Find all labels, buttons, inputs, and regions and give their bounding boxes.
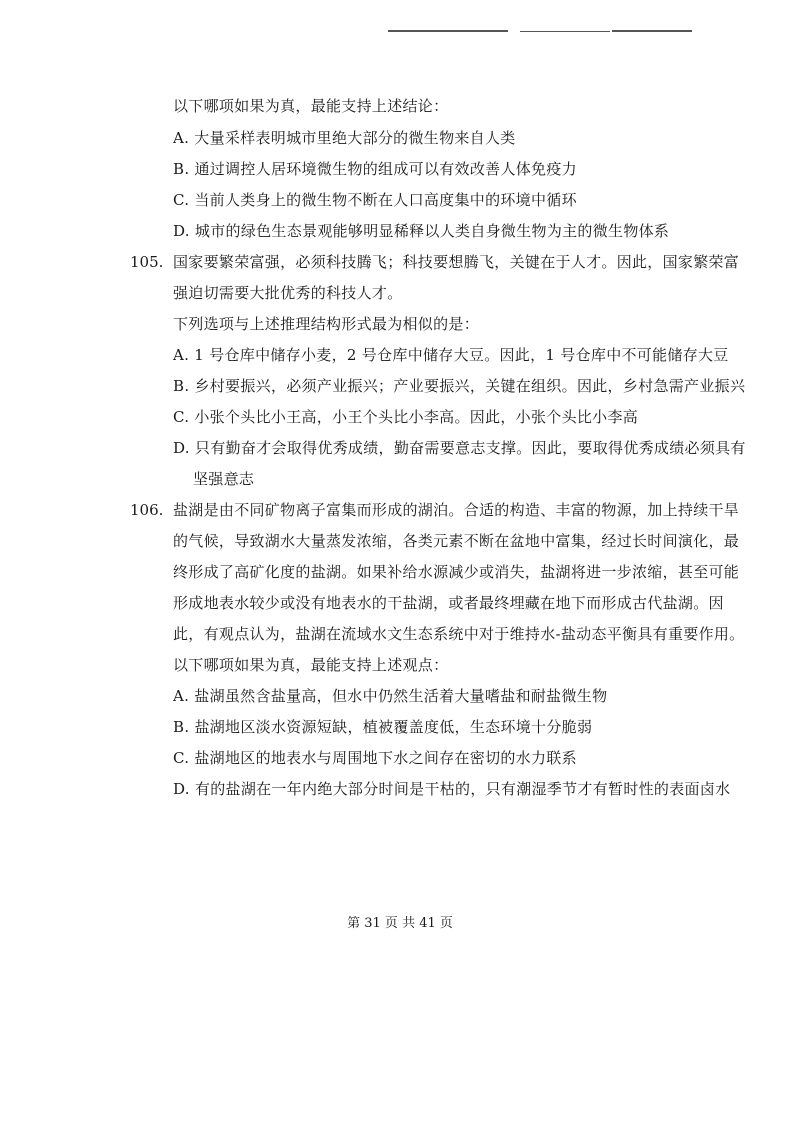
q106-option-c: C. 盐湖地区的地表水与周围地下水之间存在密切的水力联系 [173,749,577,767]
q106-stem-line-1: 盐湖是由不同矿物离子富集而形成的湖泊。合适的构造、丰富的物源，加上持续干旱 [173,501,740,519]
q106-stem-line-5: 此，有观点认为，盐湖在流域水文生态系统中对于维持水-盐动态平衡具有重要作用。 [173,625,745,643]
q105-stem-line-2: 强迫切需要大批优秀的科技人才。 [173,284,403,302]
q105-number: 105. [130,253,164,271]
q104-option-b: B. 通过调控人居环境微生物的组成可以有效改善人体免疫力 [173,160,577,178]
q105-stem-line-1: 国家要繁荣富强，必须科技腾飞；科技要想腾飞，关键在于人才。因此，国家繁荣富 [173,253,740,271]
q105-option-a: A. 1 号仓库中储存小麦，2 号仓库中储存大豆。因此，1 号仓库中不可能储存大豆 [173,346,729,364]
q106-option-d: D. 有的盐湖在一年内绝大部分时间是干枯的，只有潮湿季节才有暂时性的表面卤水 [173,780,731,798]
q105-option-b: B. 乡村要振兴，必须产业振兴；产业要振兴，关键在组织。因此，乡村急需产业振兴 [173,377,746,395]
q106-option-b: B. 盐湖地区淡水资源短缺，植被覆盖度低，生态环境十分脆弱 [173,718,593,736]
q105-option-d-continued: 坚强意志 [193,470,255,488]
q104-option-a: A. 大量采样表明城市里绝大部分的微生物来自人类 [173,129,516,147]
q106-stem-line-2: 的气候，导致湖水大量蒸发浓缩，各类元素不断在盆地中富集，经过长时间演化，最 [173,532,740,550]
q106-number: 106. [130,501,164,519]
q104-option-d: D. 城市的绿色生态景观能够明显稀释以人类自身微生物为主的微生物体系 [173,222,670,240]
scan-line-2 [520,31,610,32]
q105-prompt: 下列选项与上述推理结构形式最为相似的是： [173,315,480,333]
scan-line-3 [612,30,692,32]
page-footer: 第 31 页 共 41 页 [347,916,453,931]
q106-stem-line-4: 形成地表水较少或没有地表水的干盐湖，或者最终埋藏在地下而形成古代盐湖。因 [173,594,724,612]
scan-line-1 [388,30,508,32]
q104-prompt: 以下哪项如果为真，最能支持上述结论： [173,97,449,115]
q106-stem-line-3: 终形成了高矿化度的盐湖。如果补给水源减少或消失，盐湖将进一步浓缩，甚至可能 [173,563,740,581]
q105-option-c: C. 小张个头比小王高，小王个头比小李高。因此，小张个头比小李高 [173,408,639,426]
q106-prompt: 以下哪项如果为真，最能支持上述观点： [173,656,449,674]
q105-option-d: D. 只有勤奋才会取得优秀成绩，勤奋需要意志支撑。因此，要取得优秀成绩必须具有 [173,439,746,457]
q106-option-a: A. 盐湖虽然含盐量高，但水中仍然生活着大量嗜盐和耐盐微生物 [173,687,608,705]
q104-option-c: C. 当前人类身上的微生物不断在人口高度集中的环境中循环 [173,191,577,209]
